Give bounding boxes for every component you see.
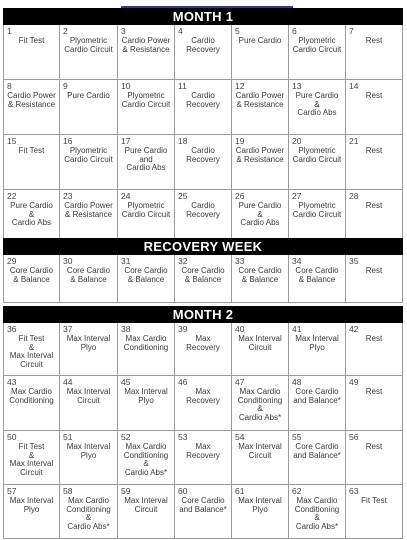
workout-label: Max Recovery <box>186 387 220 405</box>
day-number: 37 <box>63 324 73 334</box>
workout-label: Core Cardio & Balance <box>9 266 54 284</box>
workout-label: Max Interval Plyo <box>66 334 111 352</box>
day-number: 62 <box>292 486 302 496</box>
day-cell <box>3 25 60 80</box>
day-number: 31 <box>121 256 131 266</box>
day-cell <box>346 80 403 135</box>
workout-label: Max Recovery <box>186 442 220 460</box>
day-cell <box>60 431 118 485</box>
day-cell <box>60 25 118 80</box>
day-cell <box>175 25 232 80</box>
day-number: 17 <box>121 136 131 146</box>
day-number: 3 <box>121 26 126 36</box>
day-number: 12 <box>235 81 245 91</box>
workout-label: Rest <box>365 201 383 210</box>
workout-label: Cardio Power & Resistance <box>64 201 113 219</box>
day-number: 9 <box>63 81 68 91</box>
workout-label: Pure Cardio and Cardio Abs <box>124 146 168 173</box>
day-cell <box>118 80 175 135</box>
day-cell <box>175 255 232 303</box>
day-number: 18 <box>178 136 188 146</box>
section-header: MONTH 1 <box>3 8 403 25</box>
day-cell <box>346 190 403 245</box>
workout-label: Core Cardio & Balance <box>124 266 168 284</box>
day-cell <box>289 25 346 80</box>
workout-label: Max Interval Circuit <box>238 334 282 352</box>
workout-label: Cardio Recovery <box>186 201 220 219</box>
workout-label: Core Cardio & Balance <box>295 266 339 284</box>
workout-label: Core Cardio & Balance <box>238 266 282 284</box>
day-cell <box>346 485 403 539</box>
day-number: 47 <box>235 377 245 387</box>
day-number: 19 <box>235 136 245 146</box>
day-cell <box>118 255 175 303</box>
day-cell <box>232 376 289 431</box>
workout-label: Max Cardio Conditioning <box>123 334 169 352</box>
day-number: 6 <box>292 26 297 36</box>
day-cell <box>3 431 60 485</box>
workout-label: Max Interval Plyo <box>238 496 282 514</box>
workout-label: Fit Test & Max Interval Circuit <box>9 334 54 369</box>
workout-label: Core Cardio and Balance* <box>293 387 341 405</box>
day-number: 7 <box>349 26 354 36</box>
day-cell <box>346 25 403 80</box>
day-number: 22 <box>7 191 17 201</box>
day-cell <box>175 485 232 539</box>
workout-label: Rest <box>365 266 383 275</box>
day-number: 13 <box>292 81 302 91</box>
workout-label: Rest <box>365 442 383 451</box>
day-number: 29 <box>7 256 17 266</box>
workout-label: Core Cardio and Balance* <box>179 496 227 514</box>
day-cell <box>175 376 232 431</box>
day-cell <box>3 323 60 376</box>
day-cell <box>289 323 346 376</box>
day-number: 46 <box>178 377 188 387</box>
day-cell <box>346 323 403 376</box>
day-number: 55 <box>292 432 302 442</box>
day-number: 43 <box>7 377 17 387</box>
day-cell <box>289 80 346 135</box>
workout-label: Plyometric Cardio Circuit <box>292 201 342 219</box>
day-cell <box>175 135 232 190</box>
day-cell <box>232 25 289 80</box>
day-number: 54 <box>235 432 245 442</box>
workout-label: Cardio Power & Resistance <box>121 36 171 54</box>
workout-label: Rest <box>365 91 383 100</box>
day-number: 30 <box>63 256 73 266</box>
day-cell <box>60 376 118 431</box>
day-number: 16 <box>63 136 73 146</box>
section-header: MONTH 2 <box>3 306 403 323</box>
workout-label: Max Cardio Conditioning & Cardio Abs* <box>123 442 169 477</box>
workout-label: Core Cardio & Balance <box>66 266 111 284</box>
workout-label: Fit Test & Max Interval Circuit <box>9 442 54 477</box>
workout-label: Plyometric Cardio Circuit <box>121 201 171 219</box>
day-cell <box>118 190 175 245</box>
day-cell <box>289 190 346 245</box>
section-header: RECOVERY WEEK <box>3 238 403 255</box>
workout-label: Rest <box>365 334 383 343</box>
day-number: 53 <box>178 432 188 442</box>
workout-label: Max Cardio Conditioning & Cardio Abs* <box>237 387 283 422</box>
day-number: 10 <box>121 81 131 91</box>
day-number: 20 <box>292 136 302 146</box>
day-number: 57 <box>7 486 17 496</box>
workout-label: Max Cardio Conditioning <box>9 387 54 405</box>
workout-label: Rest <box>365 387 383 396</box>
day-number: 48 <box>292 377 302 387</box>
day-cell <box>3 255 60 303</box>
day-cell <box>60 485 118 539</box>
workout-label: Pure Cardio <box>67 91 110 100</box>
day-cell <box>232 485 289 539</box>
workout-label: Pure Cardio & Cardio Abs <box>238 201 282 228</box>
workout-label: Rest <box>365 146 383 155</box>
day-number: 8 <box>7 81 12 91</box>
workout-label: Plyometric Cardio Circuit <box>64 146 113 164</box>
day-cell <box>232 135 289 190</box>
workout-label: Max Interval Plyo <box>9 496 54 514</box>
day-number: 4 <box>178 26 183 36</box>
day-number: 50 <box>7 432 17 442</box>
workout-label: Fit Test <box>18 146 45 155</box>
day-number: 14 <box>349 81 359 91</box>
workout-label: Plyometric Cardio Circuit <box>292 36 342 54</box>
workout-label: Max Cardio Conditioning & Cardio Abs* <box>294 496 340 531</box>
workout-label: Plyometric Cardio Circuit <box>64 36 113 54</box>
day-number: 51 <box>63 432 73 442</box>
day-number: 45 <box>121 377 131 387</box>
workout-label: Core Cardio & Balance <box>181 266 225 284</box>
workout-label: Max Interval Circuit <box>66 387 111 405</box>
day-number: 56 <box>349 432 359 442</box>
day-cell <box>60 255 118 303</box>
workout-label: Max Interval Circuit <box>238 442 282 460</box>
day-cell <box>118 323 175 376</box>
workout-label: Max Interval Plyo <box>66 442 111 460</box>
day-number: 23 <box>63 191 73 201</box>
day-number: 15 <box>7 136 17 146</box>
day-number: 24 <box>121 191 131 201</box>
day-cell <box>232 80 289 135</box>
day-cell <box>289 431 346 485</box>
day-cell <box>346 431 403 485</box>
day-cell <box>60 190 118 245</box>
day-cell <box>118 376 175 431</box>
day-cell <box>118 431 175 485</box>
workout-label: Fit Test <box>361 496 387 505</box>
day-cell <box>232 431 289 485</box>
day-number: 27 <box>292 191 302 201</box>
workout-label: Pure Cardio & Cardio Abs <box>10 201 53 228</box>
day-number: 35 <box>349 256 359 266</box>
day-cell <box>60 135 118 190</box>
day-number: 58 <box>63 486 73 496</box>
day-number: 11 <box>178 81 187 91</box>
day-number: 5 <box>235 26 240 36</box>
workout-label: Plyometric Cardio Circuit <box>121 91 171 109</box>
workout-label: Cardio Recovery <box>186 146 220 164</box>
day-cell <box>346 376 403 431</box>
day-cell <box>3 135 60 190</box>
day-cell <box>3 485 60 539</box>
workout-label: Plyometric Cardio Circuit <box>292 146 342 164</box>
day-number: 49 <box>349 377 359 387</box>
day-number: 61 <box>235 486 245 496</box>
day-cell <box>3 80 60 135</box>
day-cell <box>175 323 232 376</box>
day-cell <box>175 431 232 485</box>
day-number: 21 <box>349 136 359 146</box>
day-cell <box>175 190 232 245</box>
day-number: 44 <box>63 377 73 387</box>
day-number: 33 <box>235 256 245 266</box>
day-number: 25 <box>178 191 188 201</box>
workout-label: Cardio Recovery <box>186 91 220 109</box>
day-cell <box>232 255 289 303</box>
day-cell <box>175 80 232 135</box>
day-number: 26 <box>235 191 245 201</box>
workout-label: Fit Test <box>18 36 45 45</box>
day-cell <box>3 376 60 431</box>
workout-label: Core Cardio and Balance* <box>293 442 341 460</box>
day-number: 42 <box>349 324 359 334</box>
day-number: 38 <box>121 324 131 334</box>
day-number: 60 <box>178 486 188 496</box>
workout-label: Cardio Power & Resistance <box>235 91 285 109</box>
day-cell <box>289 485 346 539</box>
workout-label: Max Interval Circuit <box>124 496 168 514</box>
day-number: 40 <box>235 324 245 334</box>
workout-label: Max Interval Plyo <box>295 334 339 352</box>
day-number: 36 <box>7 324 17 334</box>
day-cell <box>289 255 346 303</box>
workout-label: Max Cardio Conditioning & Cardio Abs* <box>66 496 111 531</box>
day-number: 59 <box>121 486 131 496</box>
day-cell <box>289 376 346 431</box>
day-number: 1 <box>7 26 12 36</box>
workout-label: Pure Cardio <box>238 36 282 45</box>
workout-label: Pure Cardio & Cardio Abs <box>295 91 339 118</box>
day-number: 28 <box>349 191 359 201</box>
day-cell <box>60 323 118 376</box>
workout-calendar <box>3 6 403 540</box>
day-cell <box>289 135 346 190</box>
workout-label: Cardio Recovery <box>186 36 220 54</box>
day-number: 52 <box>121 432 131 442</box>
day-cell <box>118 135 175 190</box>
day-number: 32 <box>178 256 188 266</box>
day-cell <box>60 80 118 135</box>
day-number: 2 <box>63 26 68 36</box>
day-number: 41 <box>292 324 302 334</box>
day-cell <box>346 135 403 190</box>
workout-label: Max Recovery <box>186 334 220 352</box>
day-number: 39 <box>178 324 188 334</box>
day-cell <box>3 190 60 245</box>
day-cell <box>118 485 175 539</box>
day-cell <box>232 190 289 245</box>
day-cell <box>346 255 403 303</box>
day-number: 34 <box>292 256 302 266</box>
workout-label: Cardio Power & Resistance <box>7 91 56 109</box>
day-number: 63 <box>349 486 359 496</box>
day-cell <box>118 25 175 80</box>
workout-label: Rest <box>365 36 383 45</box>
workout-label: Max Interval Plyo <box>124 387 168 405</box>
workout-label: Cardio Power & Resistance <box>235 146 285 164</box>
day-cell <box>232 323 289 376</box>
